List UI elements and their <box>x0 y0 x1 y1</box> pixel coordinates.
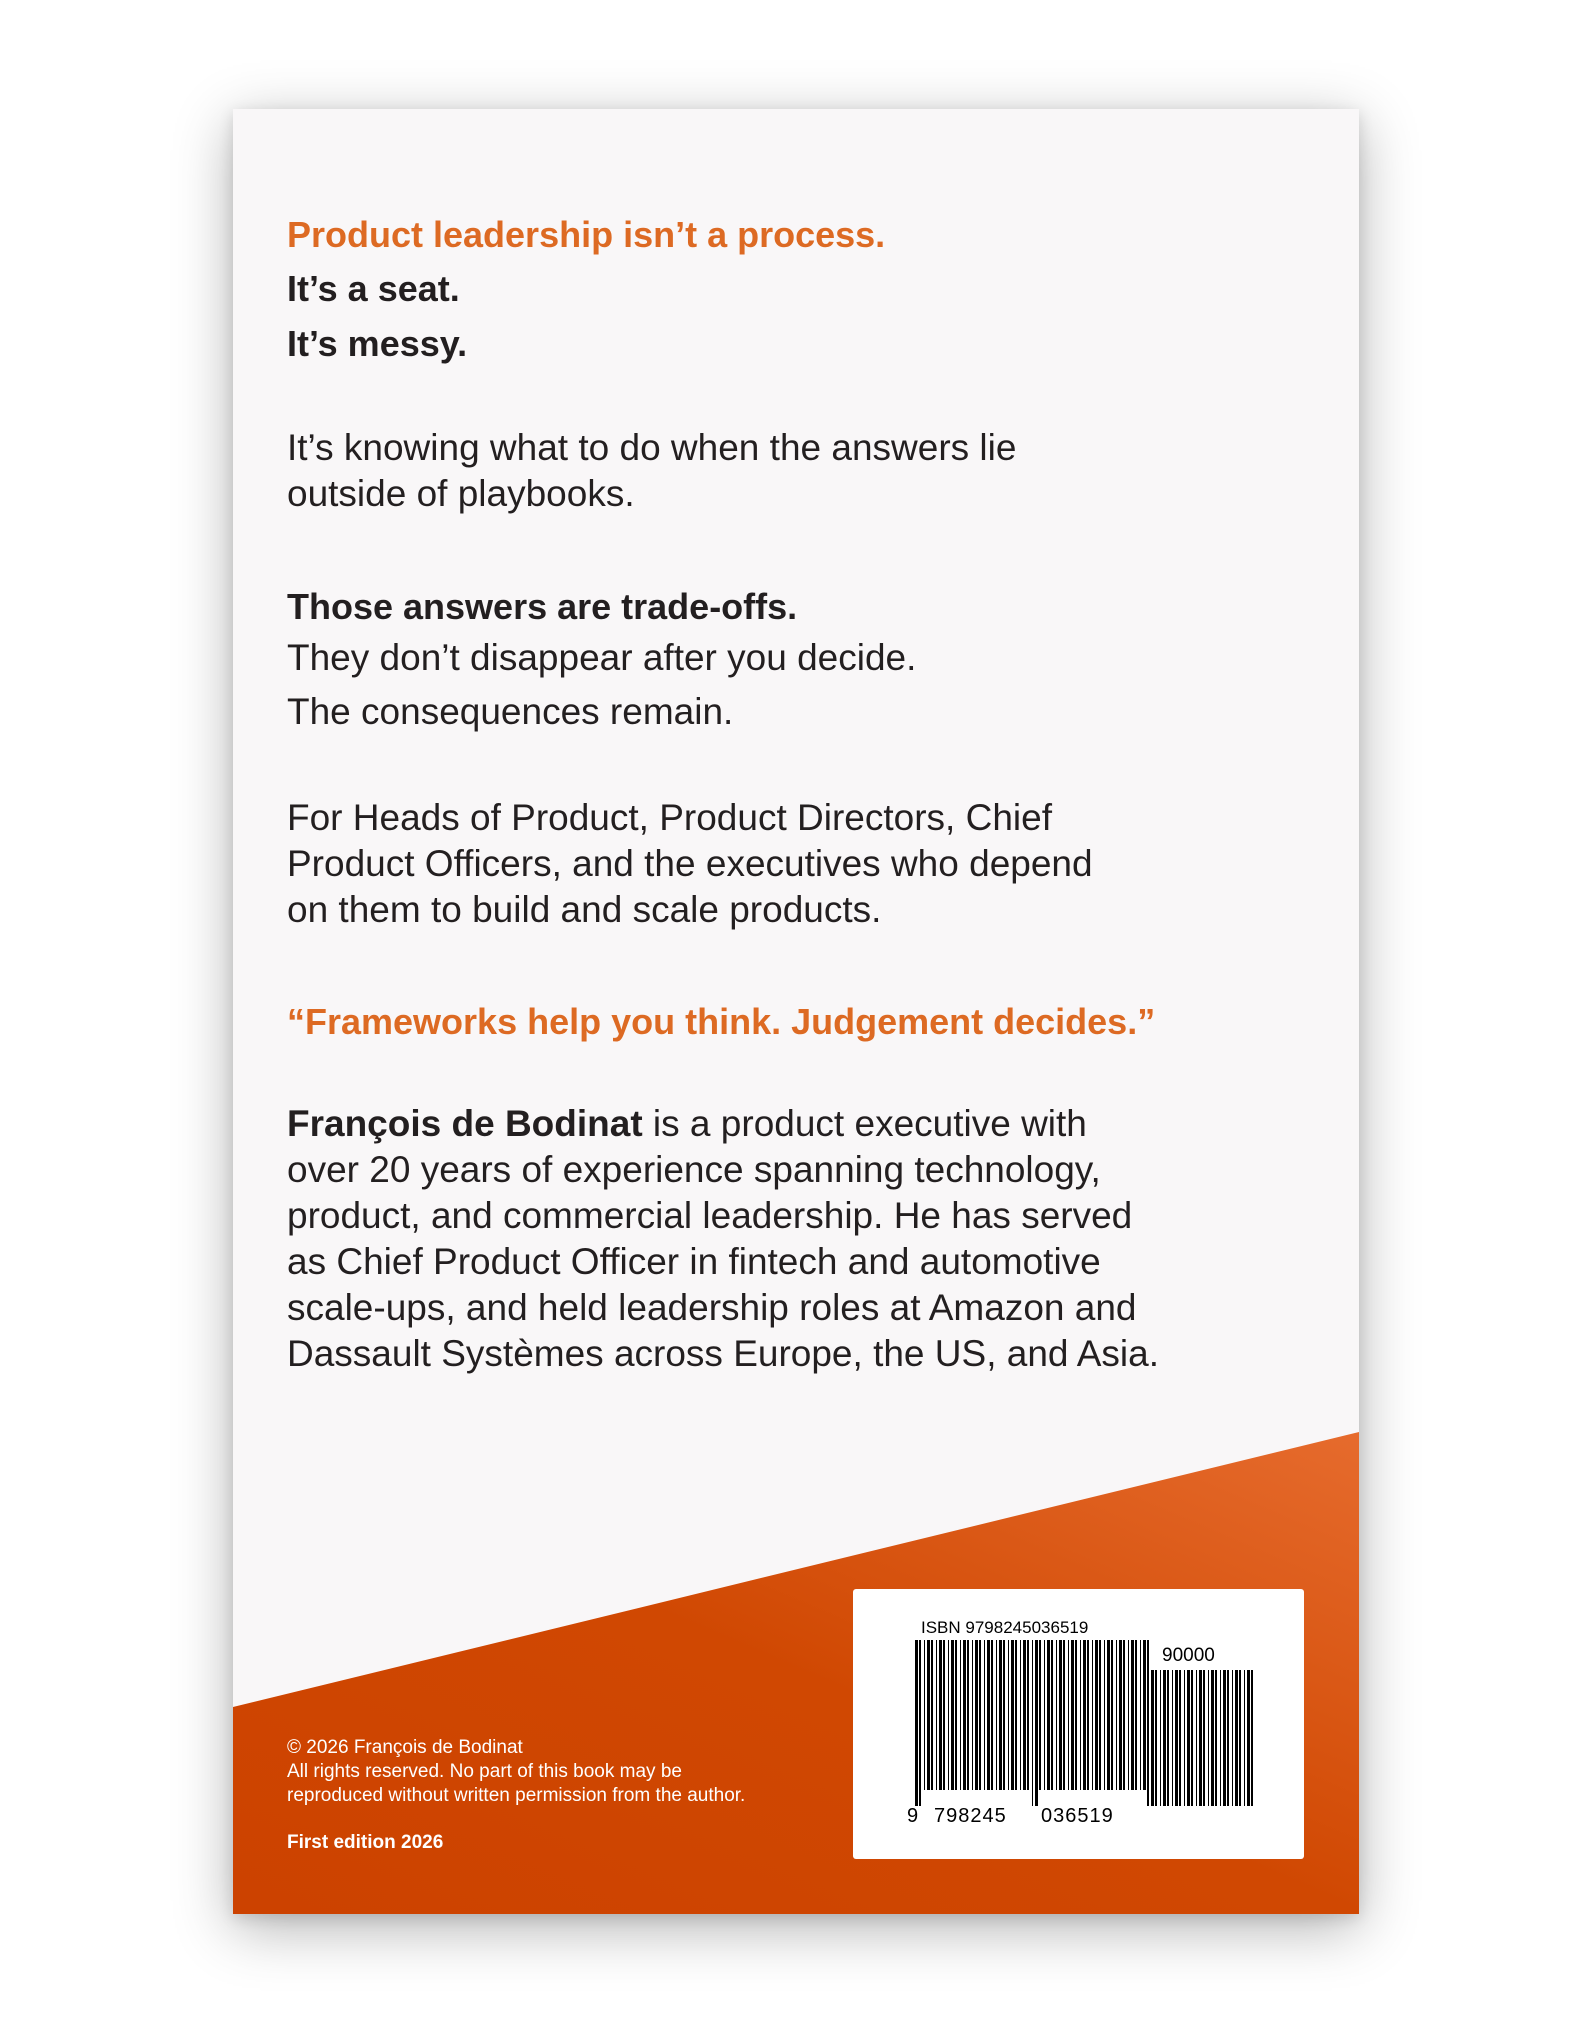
barcode-bar <box>943 1640 945 1790</box>
barcode-bar <box>1239 1670 1241 1806</box>
barcode-bar <box>1119 1640 1122 1790</box>
barcode-bar <box>1071 1640 1074 1790</box>
barcode-bar <box>1128 1640 1129 1790</box>
barcode-bar <box>1184 1670 1185 1806</box>
barcode-bar <box>919 1640 921 1806</box>
barcode-bar <box>948 1640 949 1790</box>
headline-line-3: It’s messy. <box>287 323 468 364</box>
barcode-bar <box>1135 1640 1137 1790</box>
barcode-digits-left: 798245 <box>934 1805 1007 1827</box>
bio-line-6: Dassault Systèmes across Europe, the US, and Asia. <box>287 1333 1159 1374</box>
bio-line-2: over 20 years of experience spanning technology, <box>287 1149 1101 1190</box>
isbn-label: ISBN 9798245036519 <box>921 1618 1089 1637</box>
intro-line-1: It’s knowing what to do when the answers lie <box>287 427 1017 468</box>
barcode-bar <box>1232 1670 1233 1806</box>
barcode-bar <box>1160 1670 1161 1806</box>
barcode-bar <box>1220 1670 1221 1806</box>
barcode-bar <box>1027 1640 1029 1790</box>
barcode-bar <box>1215 1670 1217 1806</box>
barcode-bar <box>1059 1640 1062 1790</box>
tradeoffs-line-2: The consequences remain. <box>287 691 734 732</box>
barcode-bar <box>1087 1640 1089 1790</box>
barcode-bar <box>1208 1670 1209 1806</box>
barcode-bar <box>1080 1640 1081 1790</box>
barcode-bar <box>1111 1640 1113 1790</box>
barcode-bar <box>1047 1640 1050 1790</box>
barcode-bar <box>967 1640 969 1790</box>
intro-line-2: outside of playbooks. <box>287 473 635 514</box>
addon-barcode-bars <box>1149 1670 1259 1810</box>
barcode-bar <box>1008 1640 1009 1790</box>
barcode-bar <box>927 1640 930 1790</box>
barcode-bar <box>915 1640 918 1806</box>
barcode-bar <box>1151 1670 1154 1806</box>
barcode-bar <box>984 1640 985 1790</box>
barcode-bar <box>972 1640 973 1790</box>
rights-line-1: All rights reserved. No part of this book may be <box>287 1761 682 1782</box>
barcode-digits-right: 036519 <box>1041 1805 1114 1827</box>
barcode-bar <box>1116 1640 1117 1790</box>
bio-line-3: product, and commercial leadership. He has served <box>287 1195 1133 1236</box>
barcode-bar <box>1191 1670 1193 1806</box>
copyright-line: © 2026 François de Bodinat <box>287 1737 523 1758</box>
barcode-bar <box>1196 1670 1197 1806</box>
barcode-bar <box>1140 1640 1141 1790</box>
barcode-bar <box>1235 1670 1238 1806</box>
barcode-bar <box>1083 1640 1086 1790</box>
barcode-bar <box>1099 1640 1101 1790</box>
bio-line-1 <box>287 1101 1159 1147</box>
barcode-bar <box>1095 1640 1098 1790</box>
barcode-bar <box>1107 1640 1110 1790</box>
barcode-bar <box>960 1640 961 1790</box>
barcode-bar <box>1251 1670 1253 1806</box>
barcode-digit-first: 9 <box>907 1805 920 1827</box>
barcode-bar <box>1044 1640 1045 1790</box>
audience-line-3: on them to build and scale products. <box>287 889 882 930</box>
barcode-bar <box>1187 1670 1190 1806</box>
barcode-bar <box>1175 1670 1178 1806</box>
barcode-bar <box>975 1640 978 1790</box>
barcode-bar <box>1011 1640 1014 1790</box>
barcode-bar <box>1179 1670 1181 1806</box>
headline-line-1: Product leadership isn’t a process. <box>287 214 886 255</box>
tradeoffs-heading: Those answers are trade-offs. <box>287 586 798 627</box>
audience-line-1: For Heads of Product, Product Directors, Chief <box>287 797 1052 838</box>
barcode-bar <box>1039 1640 1041 1790</box>
barcode-bar <box>1020 1640 1021 1790</box>
barcode-bar <box>931 1640 933 1790</box>
barcode-bar <box>1143 1640 1146 1790</box>
barcode-bar <box>1211 1670 1214 1806</box>
barcode-label <box>853 1589 1304 1859</box>
barcode-bar <box>991 1640 993 1790</box>
barcode-bar <box>955 1640 957 1790</box>
barcode-bar <box>924 1640 925 1790</box>
audience-line-2: Product Officers, and the executives who depend <box>287 843 1093 884</box>
barcode-bar <box>1051 1640 1053 1790</box>
price-addon-label: 90000 <box>1162 1645 1215 1666</box>
barcode-bar <box>1123 1640 1125 1790</box>
barcode-bar <box>1131 1640 1134 1790</box>
author-name: François de Bodinat <box>287 1103 643 1144</box>
barcode-bar <box>1056 1640 1057 1790</box>
barcode-bar <box>1227 1670 1229 1806</box>
headline-line-2: It’s a seat. <box>287 268 460 309</box>
pull-quote: “Frameworks help you think. Judgement decides.” <box>287 1001 1156 1042</box>
barcode-bar <box>951 1640 954 1790</box>
bio-line-4: as Chief Product Officer in fintech and automotive <box>287 1241 1101 1282</box>
edition-line: First edition 2026 <box>287 1832 444 1853</box>
barcode-bar <box>1035 1640 1038 1806</box>
bio-line-1-rest: is a product executive with <box>642 1103 1087 1144</box>
barcode-bar <box>939 1640 942 1790</box>
barcode-bar <box>1063 1640 1065 1790</box>
barcode-bar <box>1092 1640 1093 1790</box>
intro-paragraph <box>287 425 1016 517</box>
tradeoffs-line-1: They don’t disappear after you decide. <box>287 637 917 678</box>
barcode-bar <box>1203 1670 1205 1806</box>
barcode-bar <box>1023 1640 1026 1790</box>
barcode-bar <box>1032 1640 1033 1806</box>
barcode-bar <box>979 1640 981 1790</box>
rights-line-2: reproduced without written permission from the author. <box>287 1785 746 1806</box>
barcode-bar <box>936 1640 937 1790</box>
barcode-bar <box>1163 1670 1166 1806</box>
author-bio <box>287 1101 1159 1377</box>
barcode-bar <box>1015 1640 1017 1790</box>
barcode-bar <box>963 1640 966 1790</box>
barcode-bar <box>1155 1670 1157 1806</box>
barcode-bar <box>1223 1670 1226 1806</box>
barcode-bar <box>999 1640 1002 1790</box>
barcode-bar <box>1003 1640 1005 1790</box>
barcode-bar <box>1199 1670 1202 1806</box>
barcode-bar <box>1244 1670 1245 1806</box>
barcode-bar <box>1247 1670 1250 1806</box>
bio-line-5: scale-ups, and held leadership roles at Amazon and <box>287 1287 1137 1328</box>
barcode-bar <box>1167 1670 1169 1806</box>
barcode-bar <box>1172 1670 1173 1806</box>
barcode-bar <box>987 1640 990 1790</box>
barcode-bar <box>1068 1640 1069 1790</box>
isbn-barcode-bars <box>913 1640 1153 1810</box>
book-back-cover <box>233 109 1359 1914</box>
barcode-bar <box>1075 1640 1077 1790</box>
audience-paragraph <box>287 795 1093 933</box>
barcode-bar <box>996 1640 997 1790</box>
barcode-bar <box>1104 1640 1105 1790</box>
